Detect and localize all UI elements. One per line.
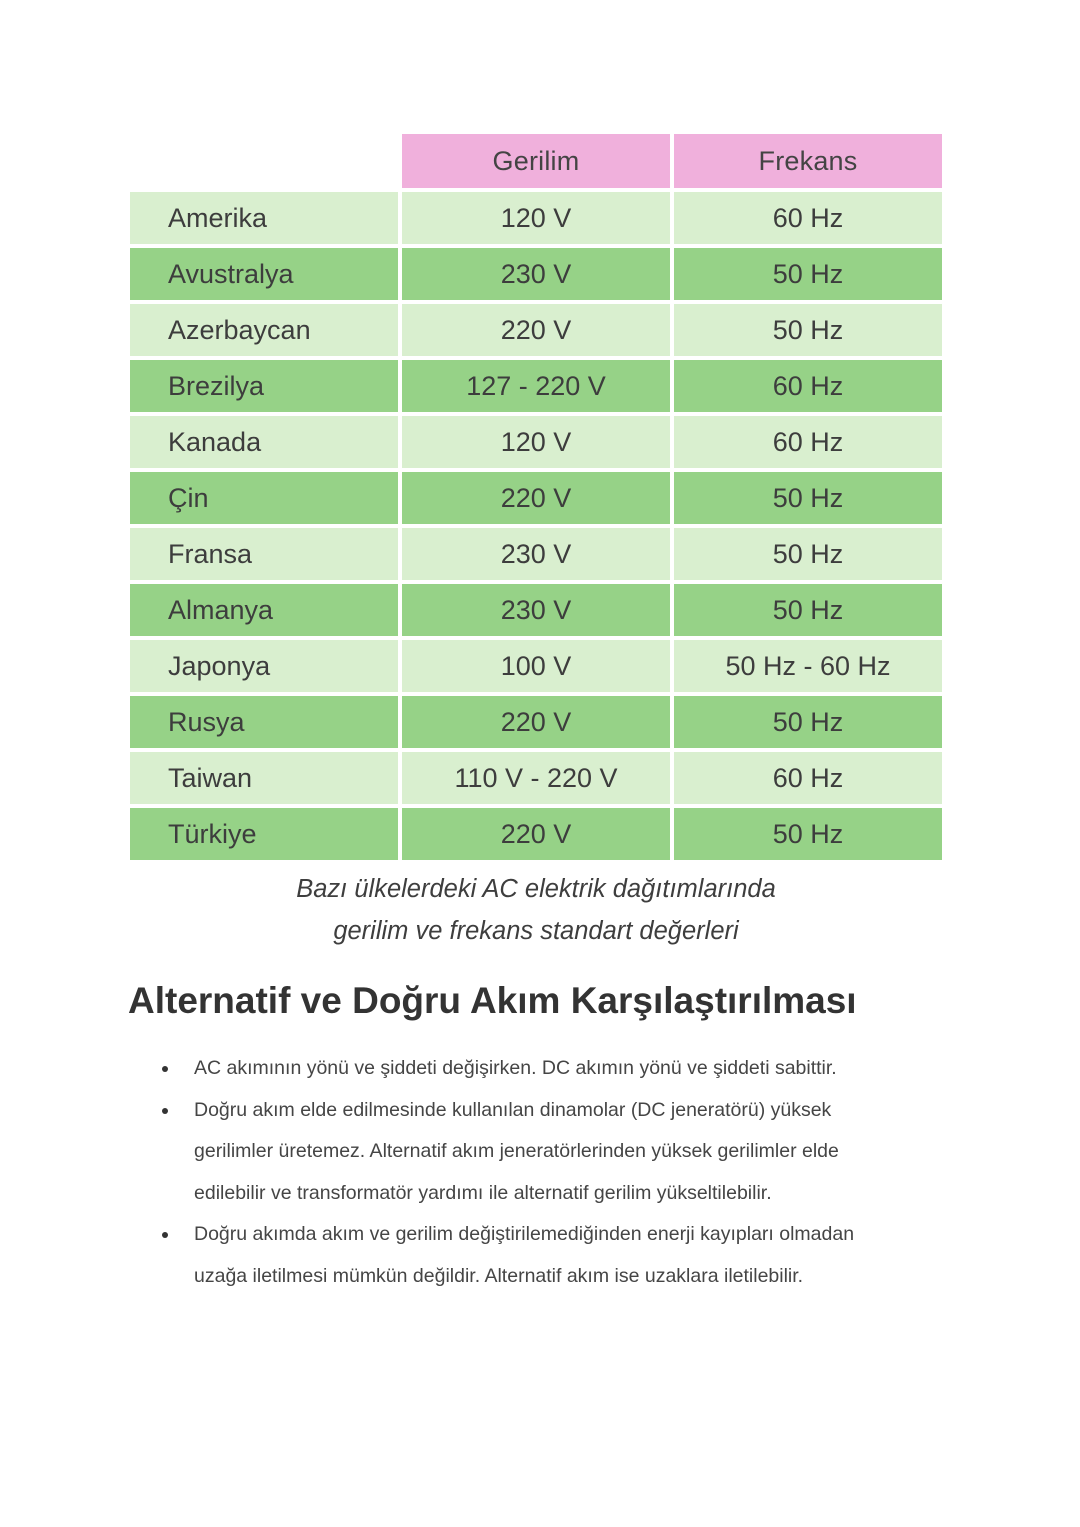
country-cell: Taiwan [130, 752, 398, 804]
frequency-cell: 60 Hz [674, 192, 942, 244]
frequency-cell: 50 Hz [674, 248, 942, 300]
bullet-text-line: Doğru akımda akım ve gerilim değiştirilemediğinden enerji kayıpları olmadan [194, 1223, 855, 1245]
header-voltage: Gerilim [402, 134, 670, 188]
header-country-cell [130, 134, 398, 188]
country-cell: Kanada [130, 416, 398, 468]
country-cell: Amerika [130, 192, 398, 244]
table-row [130, 360, 942, 412]
table-row [130, 808, 942, 860]
table-row [130, 192, 942, 244]
table-row [130, 472, 942, 524]
bullet-text-line: AC akımının yönü ve şiddeti değişirken. DC akımın yönü ve şiddeti sabittir. [194, 1057, 837, 1079]
bullet-dot-icon [162, 1108, 168, 1114]
bullet-item [160, 1214, 950, 1297]
voltage-cell: 127 - 220 V [402, 360, 670, 412]
table-row [130, 248, 942, 300]
frequency-cell: 50 Hz - 60 Hz [674, 640, 942, 692]
bullet-item [160, 1048, 950, 1090]
caption-line: Bazı ülkelerdeki AC elektrik dağıtımlarında [296, 875, 776, 903]
frequency-cell: 50 Hz [674, 304, 942, 356]
table-row [130, 304, 942, 356]
frequency-cell: 50 Hz [674, 808, 942, 860]
country-cell: Fransa [130, 528, 398, 580]
table-row [130, 640, 942, 692]
country-cell: Çin [130, 472, 398, 524]
section-title: Alternatif ve Doğru Akım Karşılaştırılması [128, 980, 857, 1021]
table-row [130, 584, 942, 636]
voltage-cell: 110 V - 220 V [402, 752, 670, 804]
table-row [130, 696, 942, 748]
voltage-cell: 220 V [402, 304, 670, 356]
frequency-cell: 60 Hz [674, 416, 942, 468]
voltage-cell: 220 V [402, 808, 670, 860]
caption-line: gerilim ve frekans standart değerleri [333, 917, 739, 945]
bullet-text-line: gerilimler üretemez. Alternatif akım jeneratörlerinden yüksek gerilimler elde [194, 1140, 839, 1162]
frequency-cell: 50 Hz [674, 696, 942, 748]
country-cell: Almanya [130, 584, 398, 636]
bullet-dot-icon [162, 1232, 168, 1238]
table-body [130, 192, 942, 860]
country-cell: Japonya [130, 640, 398, 692]
country-cell: Azerbaycan [130, 304, 398, 356]
table-row [130, 416, 942, 468]
country-cell: Türkiye [130, 808, 398, 860]
frequency-cell: 50 Hz [674, 472, 942, 524]
bullet-text-line: edilebilir ve transformatör yardımı ile alternatif gerilim yükseltilebilir. [194, 1181, 772, 1204]
bullet-dot-icon [162, 1066, 168, 1072]
voltage-frequency-table [130, 134, 942, 860]
country-cell: Brezilya [130, 360, 398, 412]
table-row [130, 752, 942, 804]
frequency-cell: 60 Hz [674, 360, 942, 412]
frequency-cell: 60 Hz [674, 752, 942, 804]
table-header-row [130, 134, 942, 188]
comparison-bullet-list [160, 1048, 950, 1297]
table-row [130, 528, 942, 580]
voltage-cell: 230 V [402, 528, 670, 580]
frequency-cell: 50 Hz [674, 584, 942, 636]
bullet-item [160, 1090, 950, 1215]
country-cell: Avustralya [130, 248, 398, 300]
voltage-cell: 220 V [402, 696, 670, 748]
bullet-text-line: uzağa iletilmesi mümkün değildir. Alternatif akım ise uzaklara iletilebilir. [194, 1264, 804, 1287]
bullet-text-line: Doğru akım elde edilmesinde kullanılan dinamolar (DC jeneratörü) yüksek [194, 1098, 832, 1121]
country-cell: Rusya [130, 696, 398, 748]
voltage-cell: 230 V [402, 584, 670, 636]
frequency-cell: 50 Hz [674, 528, 942, 580]
voltage-cell: 120 V [402, 416, 670, 468]
voltage-cell: 100 V [402, 640, 670, 692]
voltage-cell: 220 V [402, 472, 670, 524]
voltage-cell: 120 V [402, 192, 670, 244]
voltage-cell: 230 V [402, 248, 670, 300]
table-caption [130, 868, 942, 952]
header-frequency: Frekans [674, 134, 942, 188]
